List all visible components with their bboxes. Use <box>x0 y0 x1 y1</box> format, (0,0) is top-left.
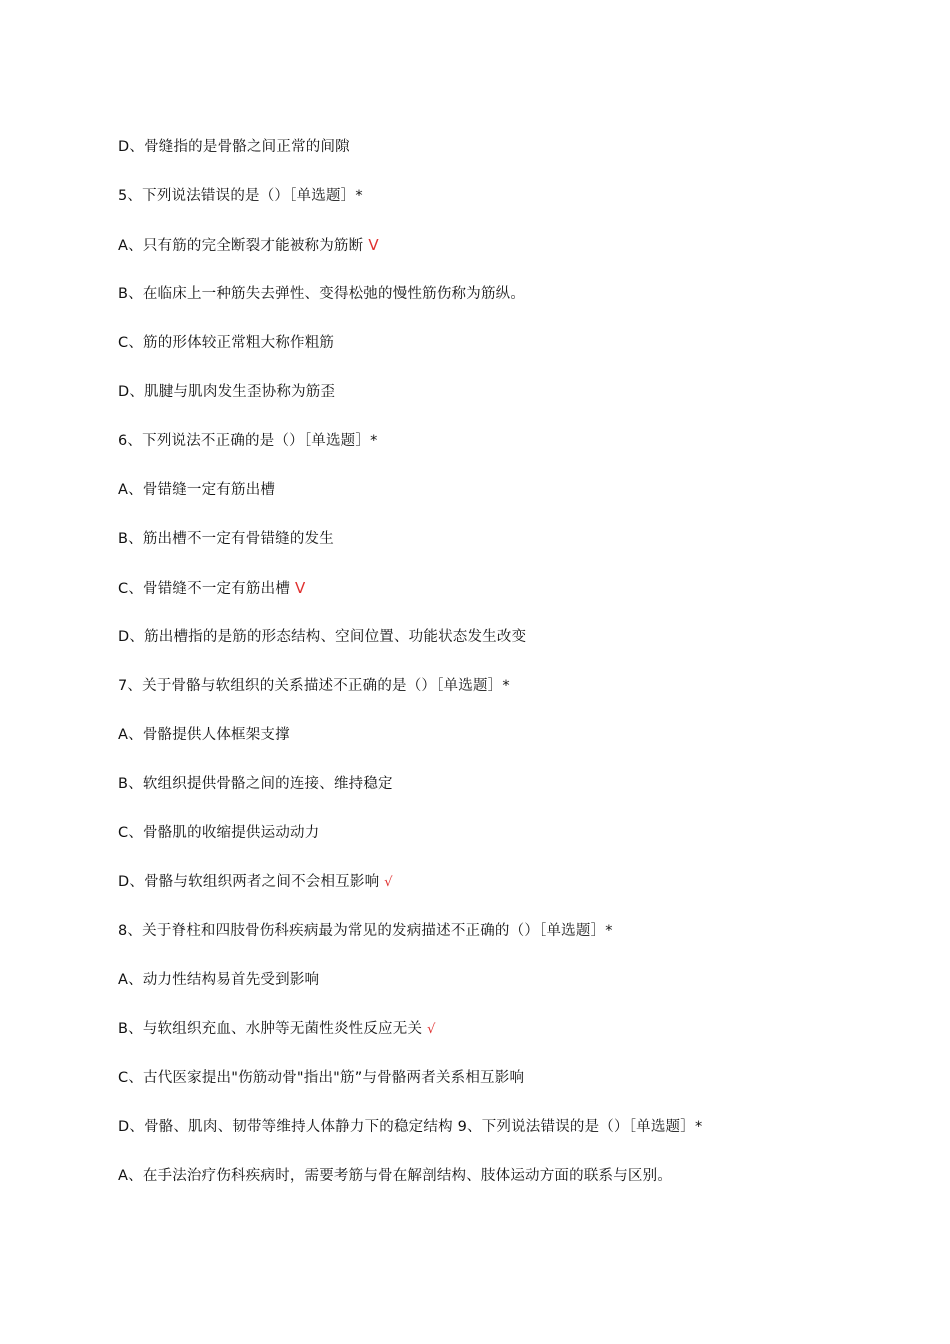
option-text: D、骨骼、肌肉、韧带等维持人体静力下的稳定结构 9、下列说法错误的是（）［单选题］* <box>118 1119 703 1135</box>
question-text: 5、下列说法错误的是（）［单选题］* <box>118 188 363 204</box>
option-text: B、在临床上一种筋失去弹性、变得松弛的慢性筋伤称为筋纵。 <box>118 286 526 302</box>
answer-check-mark: √ <box>384 875 393 890</box>
option-text: C、骨骼肌的收缩提供运动动力 <box>118 825 320 841</box>
question-text: 6、下列说法不正确的是（）［单选题］* <box>118 433 378 449</box>
option-text: A、只有筋的完全断裂才能被称为筋断 <box>118 238 364 254</box>
option-line <box>118 627 910 647</box>
option-line <box>118 1019 910 1040</box>
option-text: B、软组织提供骨骼之间的连接、维持稳定 <box>118 776 393 792</box>
option-line <box>118 725 910 745</box>
option-text: D、骨缝指的是骨骼之间正常的间隙 <box>118 139 350 155</box>
question-text: 7、关于骨骼与软组织的关系描述不正确的是（）［单选题］* <box>118 678 510 694</box>
answer-check-mark: V <box>295 579 306 597</box>
option-line <box>118 284 910 304</box>
option-text: D、筋出槽指的是筋的形态结构、空间位置、功能状态发生改变 <box>118 629 527 645</box>
option-text: A、动力性结构易首先受到影响 <box>118 972 320 988</box>
option-line <box>118 382 910 402</box>
option-line <box>118 235 910 256</box>
option-line <box>118 970 910 990</box>
option-text: A、骨骼提供人体框架支撑 <box>118 727 290 743</box>
option-text: A、在手法治疗伤科疾病时，需要考筋与骨在解剖结构、肢体运动方面的联系与区别。 <box>118 1168 673 1184</box>
option-text: A、骨错缝一定有筋出槽 <box>118 482 276 498</box>
question-line <box>118 676 910 696</box>
option-line <box>118 578 910 599</box>
option-text: D、肌腱与肌肉发生歪协称为筋歪 <box>118 384 336 400</box>
option-line <box>118 1117 910 1137</box>
option-text: D、骨骼与软组织两者之间不会相互影响 <box>118 874 380 890</box>
answer-check-mark: √ <box>427 1022 436 1037</box>
question-line <box>118 431 910 451</box>
option-line <box>118 137 910 157</box>
answer-check-mark: V <box>368 236 379 254</box>
option-text: B、筋出槽不一定有骨错缝的发生 <box>118 531 334 547</box>
option-line <box>118 333 910 353</box>
question-line <box>118 921 910 941</box>
option-line <box>118 1068 910 1088</box>
option-line <box>118 529 910 549</box>
option-line <box>118 872 910 893</box>
option-text: B、与软组织充血、水肿等无菌性炎性反应无关 <box>118 1021 423 1037</box>
option-line <box>118 774 910 794</box>
question-text: 8、关于脊柱和四肢骨伤科疾病最为常见的发病描述不正确的（）［单选题］* <box>118 923 613 939</box>
option-line <box>118 823 910 843</box>
option-line <box>118 1166 910 1186</box>
option-text: C、筋的形体较正常粗大称作粗筋 <box>118 335 335 351</box>
question-line <box>118 186 910 206</box>
option-text: C、骨错缝不一定有筋出槽 <box>118 581 291 597</box>
option-line <box>118 480 910 500</box>
option-text: C、古代医家提出"伤筋动骨"指出"筋”与骨骼两者关系相互影响 <box>118 1070 525 1086</box>
